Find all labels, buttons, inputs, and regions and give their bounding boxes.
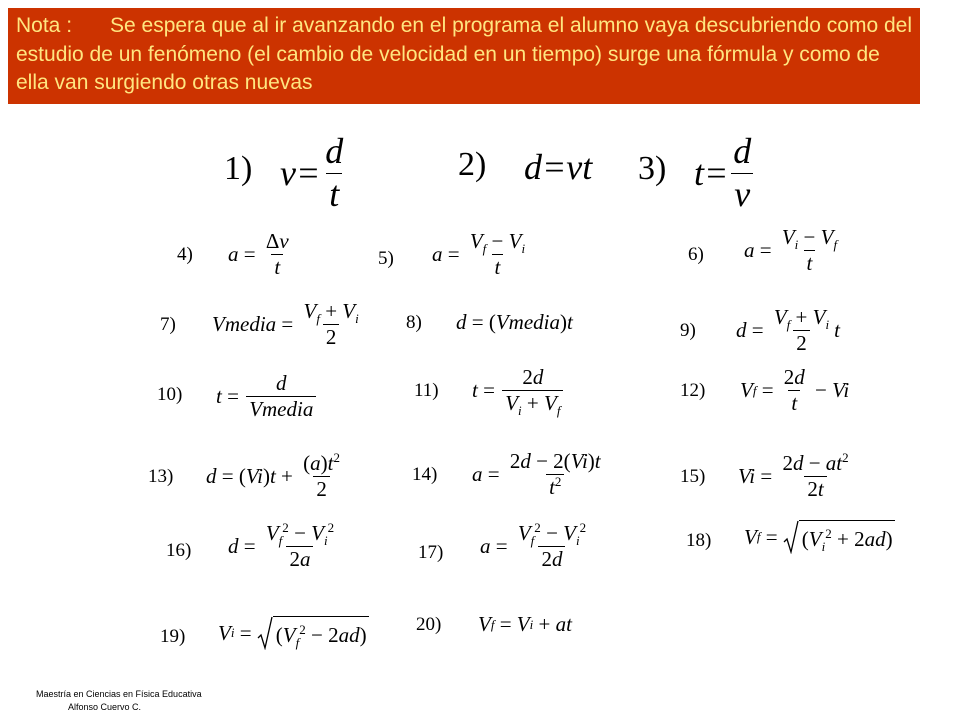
footer [36,688,202,714]
formula-expression: Vmedia = $\frac{V_f + V_i}{2}$ [212,299,359,350]
formula-number: 3) [638,150,667,187]
formula-number: 20) [416,614,442,635]
formula-number: 5) [378,248,394,269]
formula-expression: t = $\frac{d}{\text{Vmedia}}$ [216,372,318,421]
sqrt-icon: $(V_f^2 - 2ad)$ [257,616,369,650]
formula-expression: a = $\frac{\Delta v}{t}$ [228,229,289,280]
formula-expression: V i = $(V_f^2 - 2ad)$ [218,616,369,650]
formula-number: 16) [166,540,192,561]
formula-number: 7) [160,314,176,335]
note-text: Se espera que al ir avanzando en el programa el alumno vaya descubriendo como del estudio de un fenómeno (el cambio de velocidad en un tiempo) surge una fórmula y como de ella van surgiendo otras nuevas [16,14,912,94]
formula-number: 4) [177,244,193,265]
formula-expression: d = $\frac{V_f + V_i}{2}$ t [736,305,840,356]
footer-line-program: Maestría en Ciencias en Física Educativa [36,689,202,699]
sqrt-icon: $(V_i^2 + 2ad)$ [783,520,895,554]
formula-expression: t = $\frac{2d}{V_i + V_f}$ [472,366,565,415]
formula-expression: d = ( Vi ) t + $\frac{(a)t^2}{2}$ [206,450,340,502]
formula-expression: a = $\frac{V_f - V_i}{t}$ [432,229,526,280]
formula-number: 10) [157,384,183,405]
formula-number: 6) [688,244,704,265]
formula-number: 12) [680,380,706,401]
formula-expression: V f = V i + at [478,612,572,636]
formula-number: 9) [680,320,696,341]
formula-number: 11) [414,380,439,401]
formula-number: 18) [686,530,712,551]
formula-expression: a = $\frac{V_f^2 - V_i^2}{2d}$ [480,520,587,572]
formula-number: 1) [224,150,253,187]
note-banner [8,8,920,104]
formula-number: 17) [418,542,444,563]
formula-number: 19) [160,626,186,647]
footer-line-author: Alfonso Cuervo C. [68,702,142,712]
formula-number: 2) [458,146,487,183]
formula-expression: a = $\frac{2d - 2(Vi)t}{t^2}$ [472,449,601,500]
note-label: Nota : [16,14,73,37]
formula-number: 13) [148,466,174,487]
formula-expression: Vi = $\frac{2d - at^2}{2t}$ [738,450,849,502]
formula-number: 8) [406,312,422,333]
formula-expression: d = $\frac{V_f^2 - V_i^2}{2a}$ [228,520,335,572]
formula-expression: V f = $\frac{2d}{t}$ − Vi [740,365,850,416]
formula-expression: t= $\frac{d}{v}$ [694,131,752,214]
formula-number: 14) [412,464,438,485]
formula-expression: d=vt [524,147,593,187]
formula-expression: a = $\frac{V_i - V_f}{t}$ [744,225,838,276]
formula-expression: V f = $(V_i^2 + 2ad)$ [744,520,895,554]
formula-expression: v= $\frac{d}{t}$ [280,131,344,214]
formula-expression: d = ( Vmedia ) t [456,310,573,334]
formula-number: 15) [680,466,706,487]
